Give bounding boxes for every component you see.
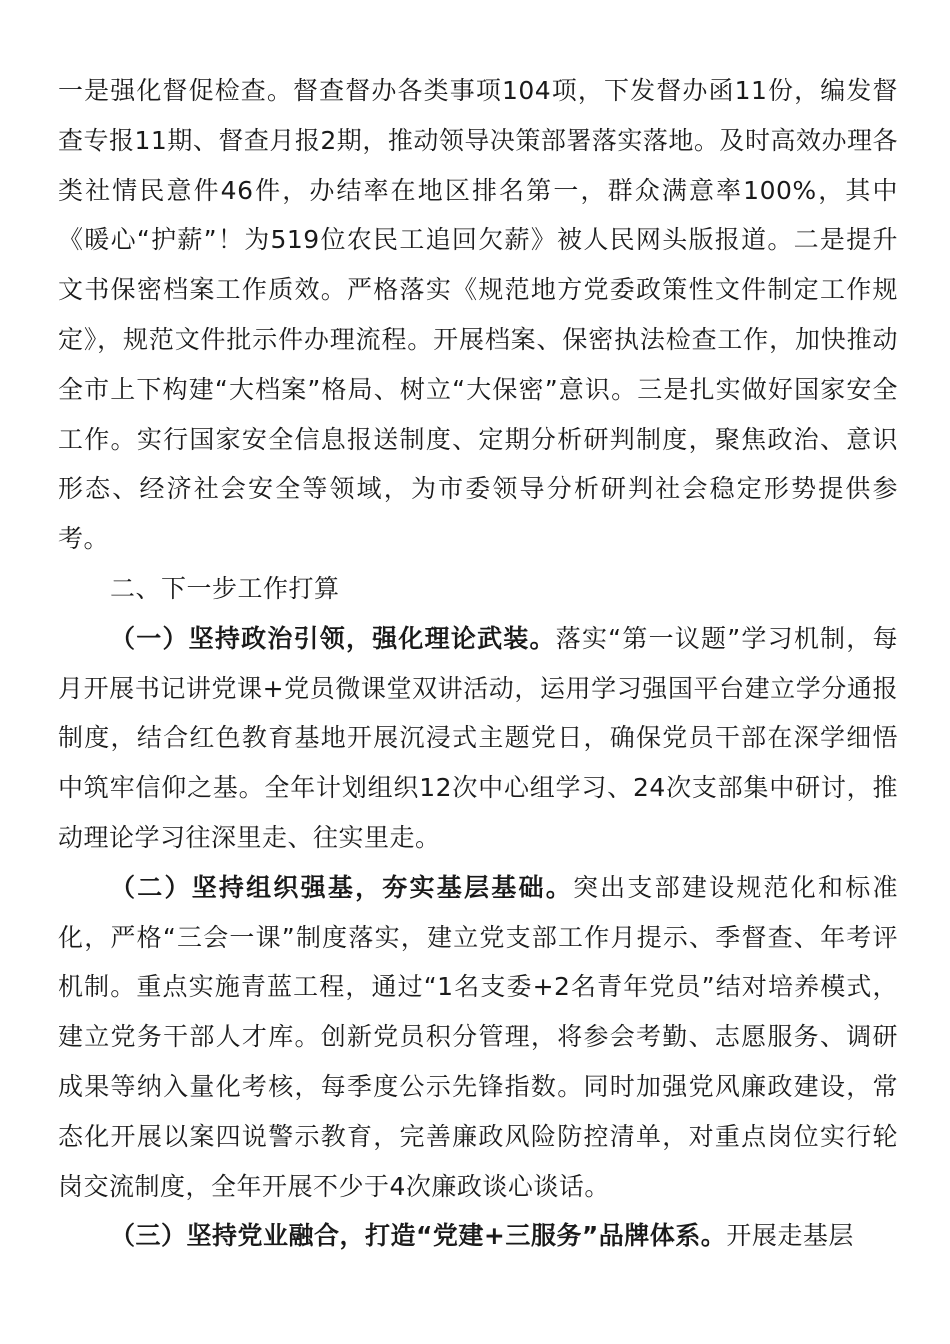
document-page [58, 66, 898, 1261]
subsection-heading: （二）坚持组织强基，夯实基层基础。 [110, 872, 573, 902]
subsection-body: 落实“第一议题”学习机制，每月开展书记讲党课+党员微课堂双讲活动，运用学习强国平台建立学分通报制度，结合红色教育基地开展沉浸式主题党日，确保党员干部在深学细悟中筑牢信仰之基。全年计划组织12次中心组学习、24次支部集中研讨，推动理论学习往深里走、往实里走。 [58, 623, 898, 852]
subsection-body: 突出支部建设规范化和标准化，严格“三会一课”制度落实，建立党支部工作月提示、季督查、年考评机制。重点实施青蓝工程，通过“1名支委+2名青年党员”结对培养模式，建立党务干部人才库。创新党员积分管理，将参会考勤、志愿服务、调研成果等纳入量化考核，每季度公示先锋指数。同时加强党风廉政建设，常态化开展以案四说警示教育，完善廉政风险防控清单，对重点岗位实行轮岗交流制度，全年开展不少于4次廉政谈心谈话。 [58, 872, 898, 1201]
subsection-paragraph-3 [58, 1211, 898, 1261]
subsection-heading: （一）坚持政治引领，强化理论武装。 [110, 623, 556, 653]
subsection-heading: （三）坚持党业融合，打造“党建+三服务”品牌体系。 [110, 1221, 727, 1251]
subsection-paragraph-1 [58, 614, 898, 863]
subsection-body: 开展走基层 [726, 1221, 854, 1251]
section-title: 二、下一步工作打算 [110, 573, 340, 603]
subsection-paragraph-2 [58, 863, 898, 1212]
body-paragraph: 一是强化督促检查。督查督办各类事项104项，下发督办函11份，编发督查专报11期、督查月报2期，推动领导决策部署落实落地。及时高效办理各类社情民意件46件，办结率在地区排名第一，群众满意率100%，其中《暖心“护薪”！为519位农民工追回欠薪》被人民网头版报道。二是提升文书保密档案工作质效。严格落实《规范地方党委政策性文件制定工作规定》，规范文件批示件办理流程。开展档案、保密执法检查工作，加快推动全市上下构建“大档案”格局、树立“大保密”意识。三是扎实做好国家安全工作。实行国家安全信息报送制度、定期分析研判制度，聚焦政治、意识形态、经济社会安全等领域，为市委领导分析研判社会稳定形势提供参考。 [58, 76, 898, 554]
